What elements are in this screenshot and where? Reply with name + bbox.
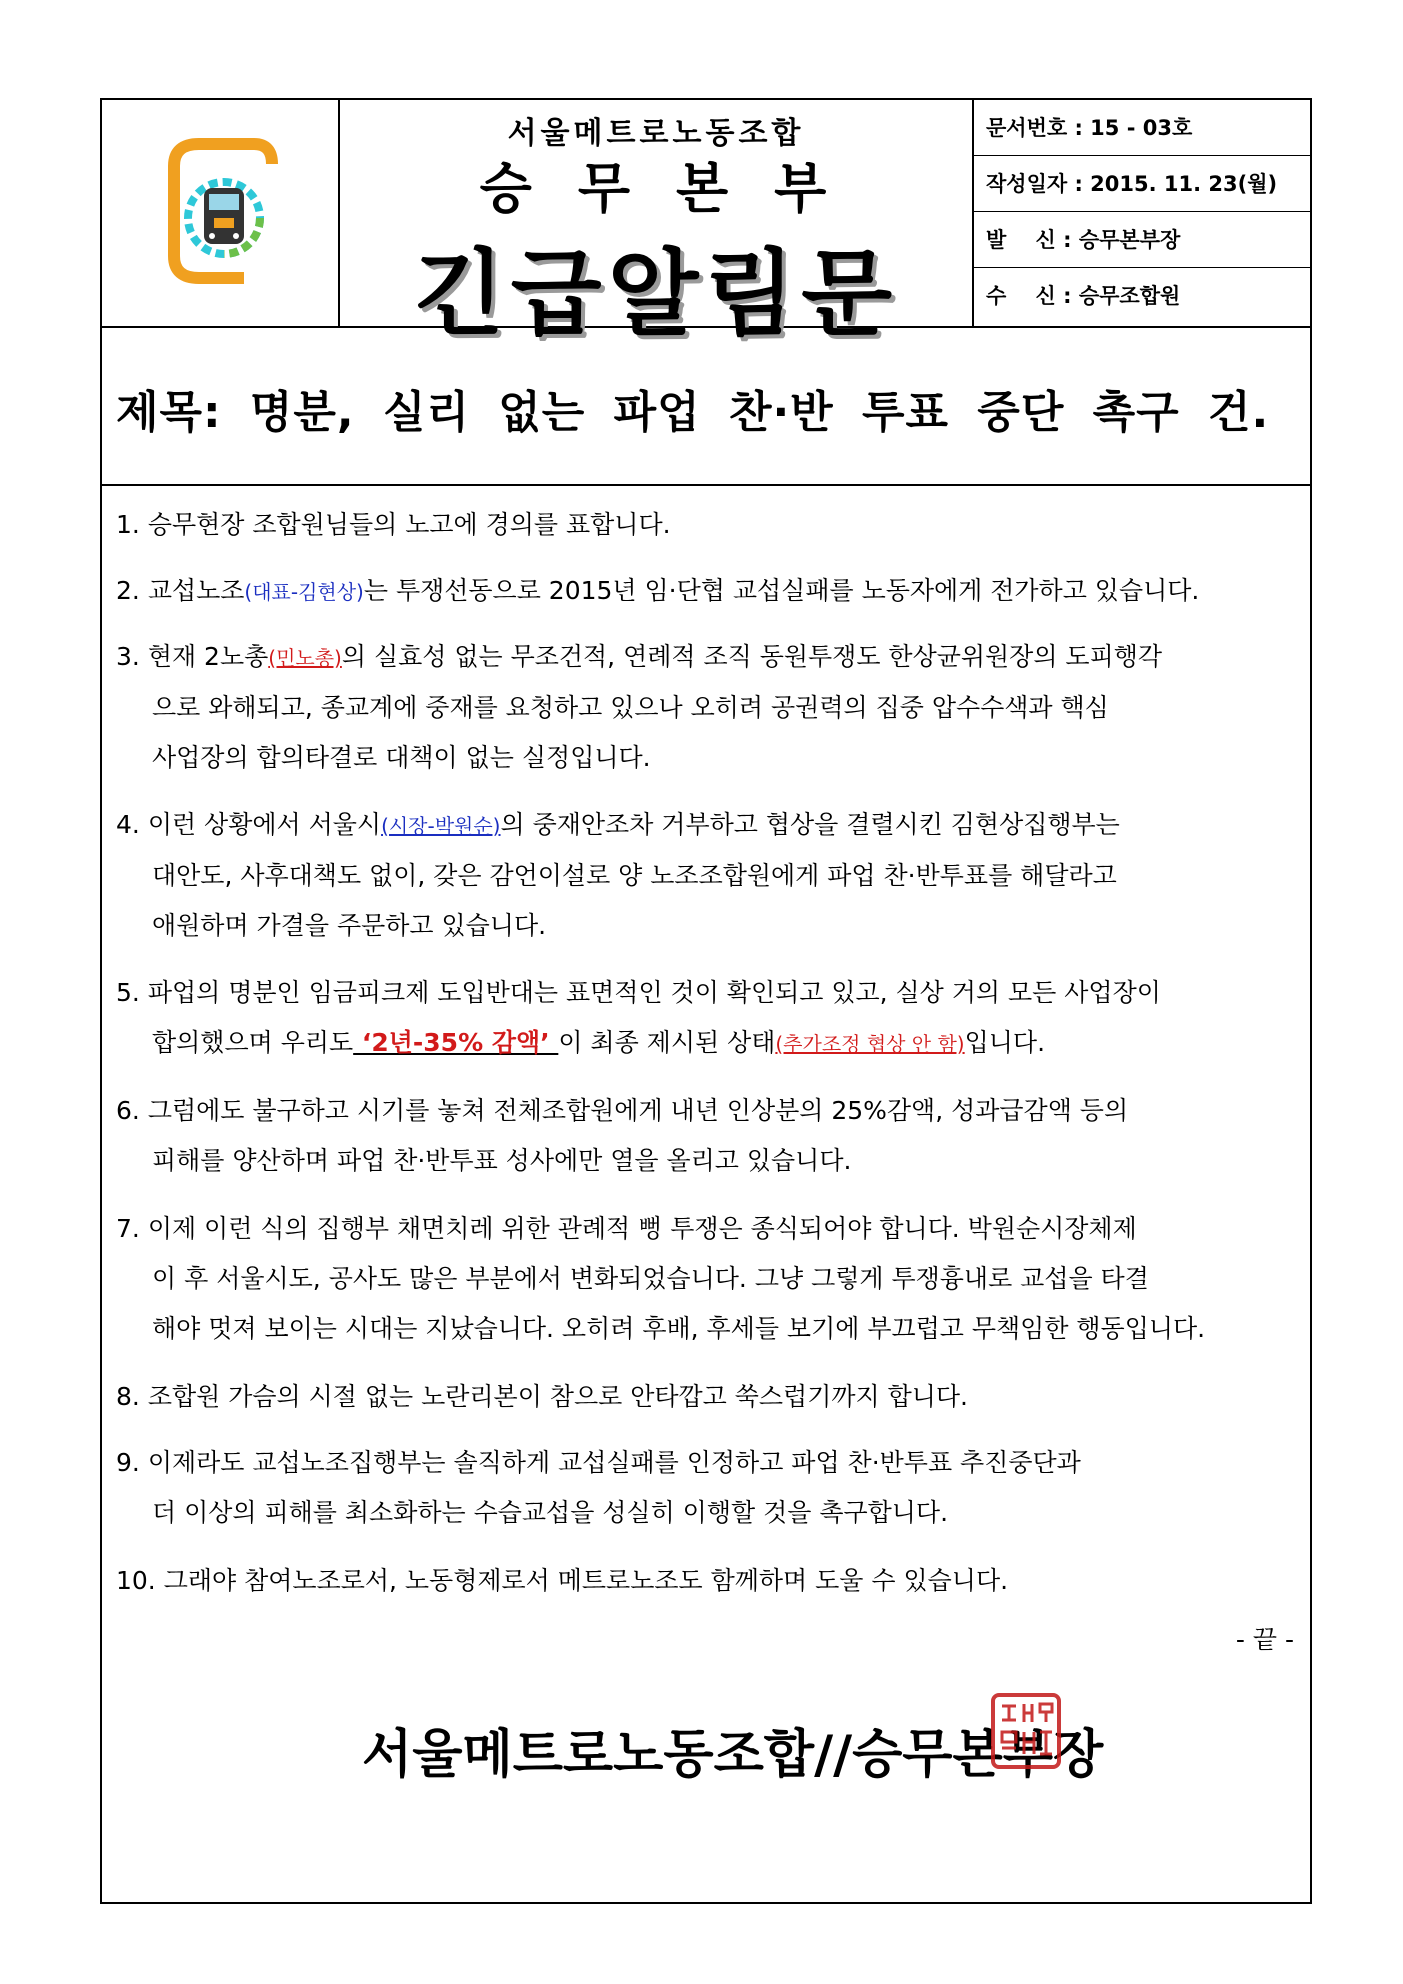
item-tag: (시장-박원순) — [381, 814, 501, 838]
item-text: 승무현장 조합원님들의 노고에 경의를 표합니다. — [147, 510, 671, 539]
document-header — [102, 100, 1310, 349]
date-value: 2015. 11. 23(월) — [1090, 172, 1278, 196]
to-value: 승무조합원 — [1078, 284, 1181, 308]
logo-cell — [102, 100, 340, 326]
item-number: 8. — [116, 1382, 140, 1411]
from-label: 발 신 : — [986, 228, 1072, 252]
item-text: 현재 2노총 — [147, 642, 269, 671]
meta-to — [974, 268, 1310, 326]
item-text: 파업의 명분인 임금피크제 도입반대는 표면적인 것이 확인되고 있고, 실상 거의 모든 사업장이 — [147, 978, 1161, 1007]
item-text: 이 최종 제시된 상태 — [558, 1028, 776, 1057]
doc-no-value: 15 - 03호 — [1090, 116, 1193, 140]
item-number: 6. — [116, 1096, 140, 1125]
to-label: 수 신 : — [986, 284, 1072, 308]
item-text: 조합원 가슴의 시절 없는 노란리본이 참으로 안타깝고 쑥스럽기까지 합니다. — [147, 1382, 968, 1411]
item-number: 9. — [116, 1448, 140, 1477]
org-name: 서울메트로노동조합 — [507, 116, 805, 151]
item-line: 애원하며 가결을 주문하고 있습니다. — [152, 911, 547, 940]
document-frame — [100, 98, 1312, 1904]
item-text: 그럼에도 불구하고 시기를 놓쳐 전체조합원에게 내년 인상분의 25%감액, 성과급감액 등의 — [147, 1096, 1129, 1125]
item-number: 7. — [116, 1214, 140, 1243]
item-line: 더 이상의 피해를 최소화하는 수습교섭을 성실히 이행할 것을 촉구합니다. — [152, 1498, 949, 1527]
item-text: 그래야 참여노조로서, 노동형제로서 메트로노조도 함께하며 도울 수 있습니다. — [163, 1566, 1009, 1595]
list-item — [116, 1372, 1296, 1422]
item-line: 이 후 서울시도, 공사도 많은 부분에서 변화되었습니다. 그냥 그렇게 투쟁흉내로 교섭을 타결 — [152, 1264, 1149, 1293]
item-text: 는 투쟁선동으로 2015년 임·단협 교섭실패를 노동자에게 전가하고 있습니다. — [363, 576, 1200, 605]
item-line: 으로 와해되고, 종교계에 중재를 요청하고 있으나 오히려 공권력의 집중 압수수색과 핵심 — [152, 693, 1109, 722]
item-number: 5. — [116, 978, 140, 1007]
item-tag: (추가조정 협상 안 함) — [775, 1032, 965, 1056]
item-number: 10. — [116, 1566, 156, 1595]
item-text: 교섭노조 — [147, 576, 245, 605]
item-text: 합의했으며 우리도 — [152, 1028, 354, 1057]
subject-title: 제목: 명분, 실리 없는 파업 찬·반 투표 중단 촉구 건. — [116, 387, 1270, 438]
list-item — [116, 1556, 1296, 1606]
end-mark: - 끝 - — [1235, 1625, 1294, 1654]
footer-signature: 서울메트로노동조합//승무본부장 — [362, 1725, 1104, 1785]
list-item — [116, 1438, 1296, 1538]
list-item — [116, 968, 1296, 1069]
official-seal-icon — [990, 1692, 1062, 1770]
highlight-text: ‘2년-35% 감액’ — [353, 1028, 559, 1057]
item-number: 1. — [116, 510, 140, 539]
document-body — [102, 486, 1310, 1904]
doc-no-label: 문서번호 : — [986, 116, 1083, 140]
list-item — [116, 1086, 1296, 1186]
list-item — [116, 800, 1296, 951]
dept-name: 승무본부 — [479, 157, 873, 220]
item-line: 해야 멋져 보이는 시대는 지났습니다. 오히려 후배, 후세들 보기에 부끄럽고 무책임한 행동입니다. — [152, 1314, 1206, 1343]
subject-row — [102, 328, 1310, 486]
list-item — [116, 500, 1296, 550]
item-number: 4. — [116, 810, 140, 839]
notice-title: 긴급알림문 — [413, 240, 899, 349]
meta-doc-no — [974, 100, 1310, 156]
union-logo-icon — [154, 136, 286, 286]
item-text: 이제라도 교섭노조집행부는 솔직하게 교섭실패를 인정하고 파업 찬·반투표 추진중단과 — [147, 1448, 1081, 1477]
list-item — [116, 632, 1296, 783]
meta-date — [974, 156, 1310, 212]
item-text: 의 중재안조차 거부하고 협상을 결렬시킨 김현상집행부는 — [500, 810, 1120, 839]
item-tag: (대표-김현상) — [244, 580, 364, 604]
item-text: 이런 상황에서 서울시 — [147, 810, 382, 839]
item-line: 피해를 양산하며 파업 찬·반투표 성사에만 열을 올리고 있습니다. — [152, 1146, 852, 1175]
item-line: 사업장의 합의타결로 대책이 없는 실정입니다. — [152, 743, 651, 772]
item-number: 3. — [116, 642, 140, 671]
item-text: 입니다. — [964, 1028, 1046, 1057]
list-item — [116, 1204, 1296, 1354]
title-cell — [340, 100, 974, 349]
item-line: 대안도, 사후대책도 없이, 갖은 감언이설로 양 노조조합원에게 파업 찬·반투표를 해달라고 — [152, 861, 1117, 890]
item-tag: (민노총) — [268, 646, 342, 670]
meta-from — [974, 212, 1310, 268]
from-value: 승무본부장 — [1078, 228, 1181, 252]
item-text: 의 실효성 없는 무조건적, 연례적 조직 동원투쟁도 한상균위원장의 도피행각 — [341, 642, 1163, 671]
item-number: 2. — [116, 576, 140, 605]
item-text: 이제 이런 식의 집행부 채면치레 위한 관례적 뻥 투쟁은 종식되어야 합니다. 박원순시장체제 — [147, 1214, 1137, 1243]
meta-table — [974, 100, 1310, 326]
list-item — [116, 566, 1296, 617]
date-label: 작성일자 : — [986, 172, 1083, 196]
